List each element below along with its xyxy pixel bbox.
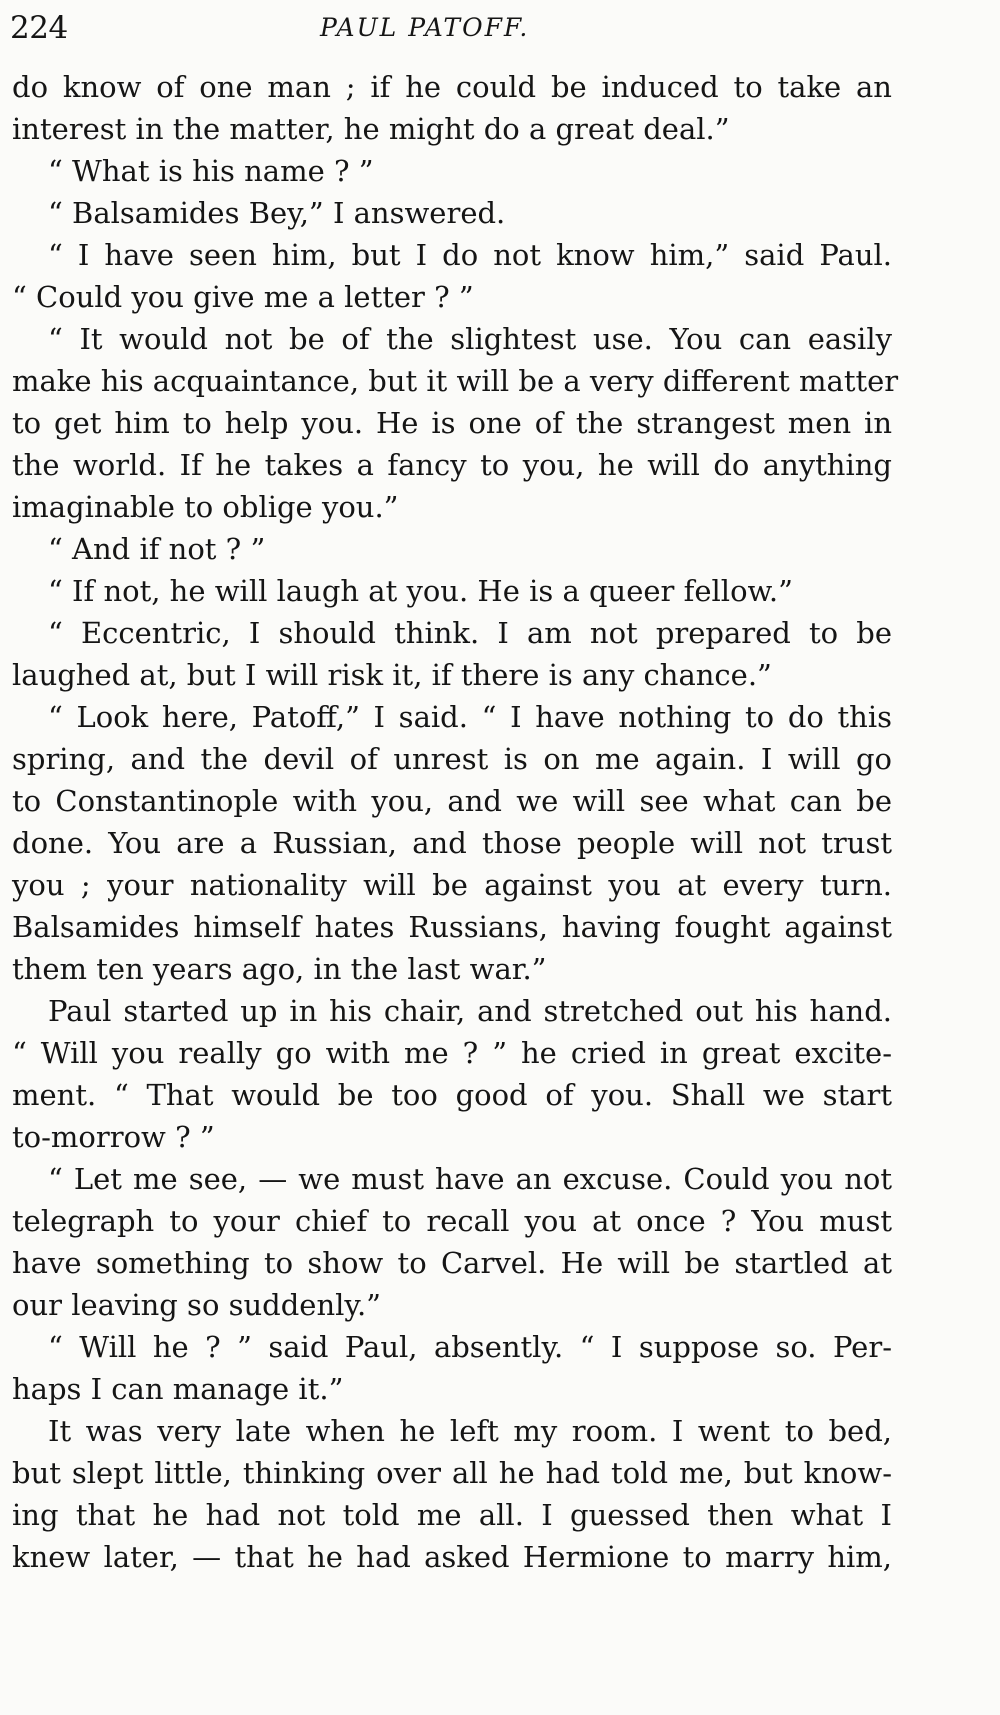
- running-title: PAUL PATOFF.: [320, 13, 530, 42]
- text-line: “ Could you give me a letter ? ”: [12, 280, 474, 314]
- text-line: ment. “ That would be too good of you. Shall we start: [12, 1078, 892, 1112]
- text-line: “ If not, he will laugh at you. He is a queer fellow.”: [48, 574, 793, 608]
- text-line: interest in the matter, he might do a great deal.”: [12, 112, 730, 146]
- text-line: laughed at, but I will risk it, if there is any chance.”: [12, 658, 772, 692]
- text-line: “ Eccentric, I should think. I am not prepared to be: [48, 616, 892, 650]
- page-body-text: [12, 66, 899, 1578]
- text-line: “ Look here, Patoff,” I said. “ I have nothing to do this: [48, 700, 892, 734]
- page-header: [10, 10, 910, 46]
- text-line: to Constantinople with you, and we will see what can be: [12, 784, 892, 818]
- text-line: telegraph to your chief to recall you at once ? You must: [12, 1204, 892, 1238]
- text-line: “ Let me see, — we must have an excuse. Could you not: [48, 1162, 892, 1196]
- text-line: to-morrow ? ”: [12, 1120, 215, 1154]
- text-line: but slept little, thinking over all he had told me, but know-: [12, 1456, 892, 1490]
- text-line: do know of one man ; if he could be induced to take an: [12, 70, 892, 104]
- text-line: spring, and the devil of unrest is on me again. I will go: [12, 742, 892, 776]
- text-line: “ What is his name ? ”: [48, 154, 374, 188]
- text-line: “ Balsamides Bey,” I answered.: [48, 196, 506, 230]
- text-line: Balsamides himself hates Russians, having fought against: [12, 910, 892, 944]
- text-line: haps I can manage it.”: [12, 1372, 344, 1406]
- page-number: 224: [10, 10, 68, 46]
- text-line: done. You are a Russian, and those people will not trust: [12, 826, 892, 860]
- text-line: It was very late when he left my room. I went to bed,: [48, 1414, 892, 1448]
- text-line: “ Will you really go with me ? ” he cried in great excite-: [12, 1036, 892, 1070]
- text-line: ing that he had not told me all. I guessed then what I: [12, 1498, 892, 1532]
- text-line: knew later, — that he had asked Hermione to marry him,: [12, 1540, 892, 1574]
- text-line: you ; your nationality will be against you at every turn.: [12, 868, 892, 902]
- text-line: “ And if not ? ”: [48, 532, 266, 566]
- text-line: “ Will he ? ” said Paul, absently. “ I suppose so. Per-: [48, 1330, 892, 1364]
- text-line: them ten years ago, in the last war.”: [12, 952, 547, 986]
- text-line: “ It would not be of the slightest use. You can easily: [48, 322, 892, 356]
- text-line: “ I have seen him, but I do not know him,” said Paul.: [48, 238, 892, 272]
- text-line: make his acquaintance, but it will be a very different matter: [12, 364, 899, 398]
- text-line: our leaving so suddenly.”: [12, 1288, 381, 1322]
- text-line: Paul started up in his chair, and stretched out his hand.: [48, 994, 892, 1028]
- text-line: the world. If he takes a fancy to you, he will do anything: [12, 448, 892, 482]
- text-line: imaginable to oblige you.”: [12, 490, 399, 524]
- text-line: to get him to help you. He is one of the strangest men in: [12, 406, 892, 440]
- text-line: have something to show to Carvel. He will be startled at: [12, 1246, 892, 1280]
